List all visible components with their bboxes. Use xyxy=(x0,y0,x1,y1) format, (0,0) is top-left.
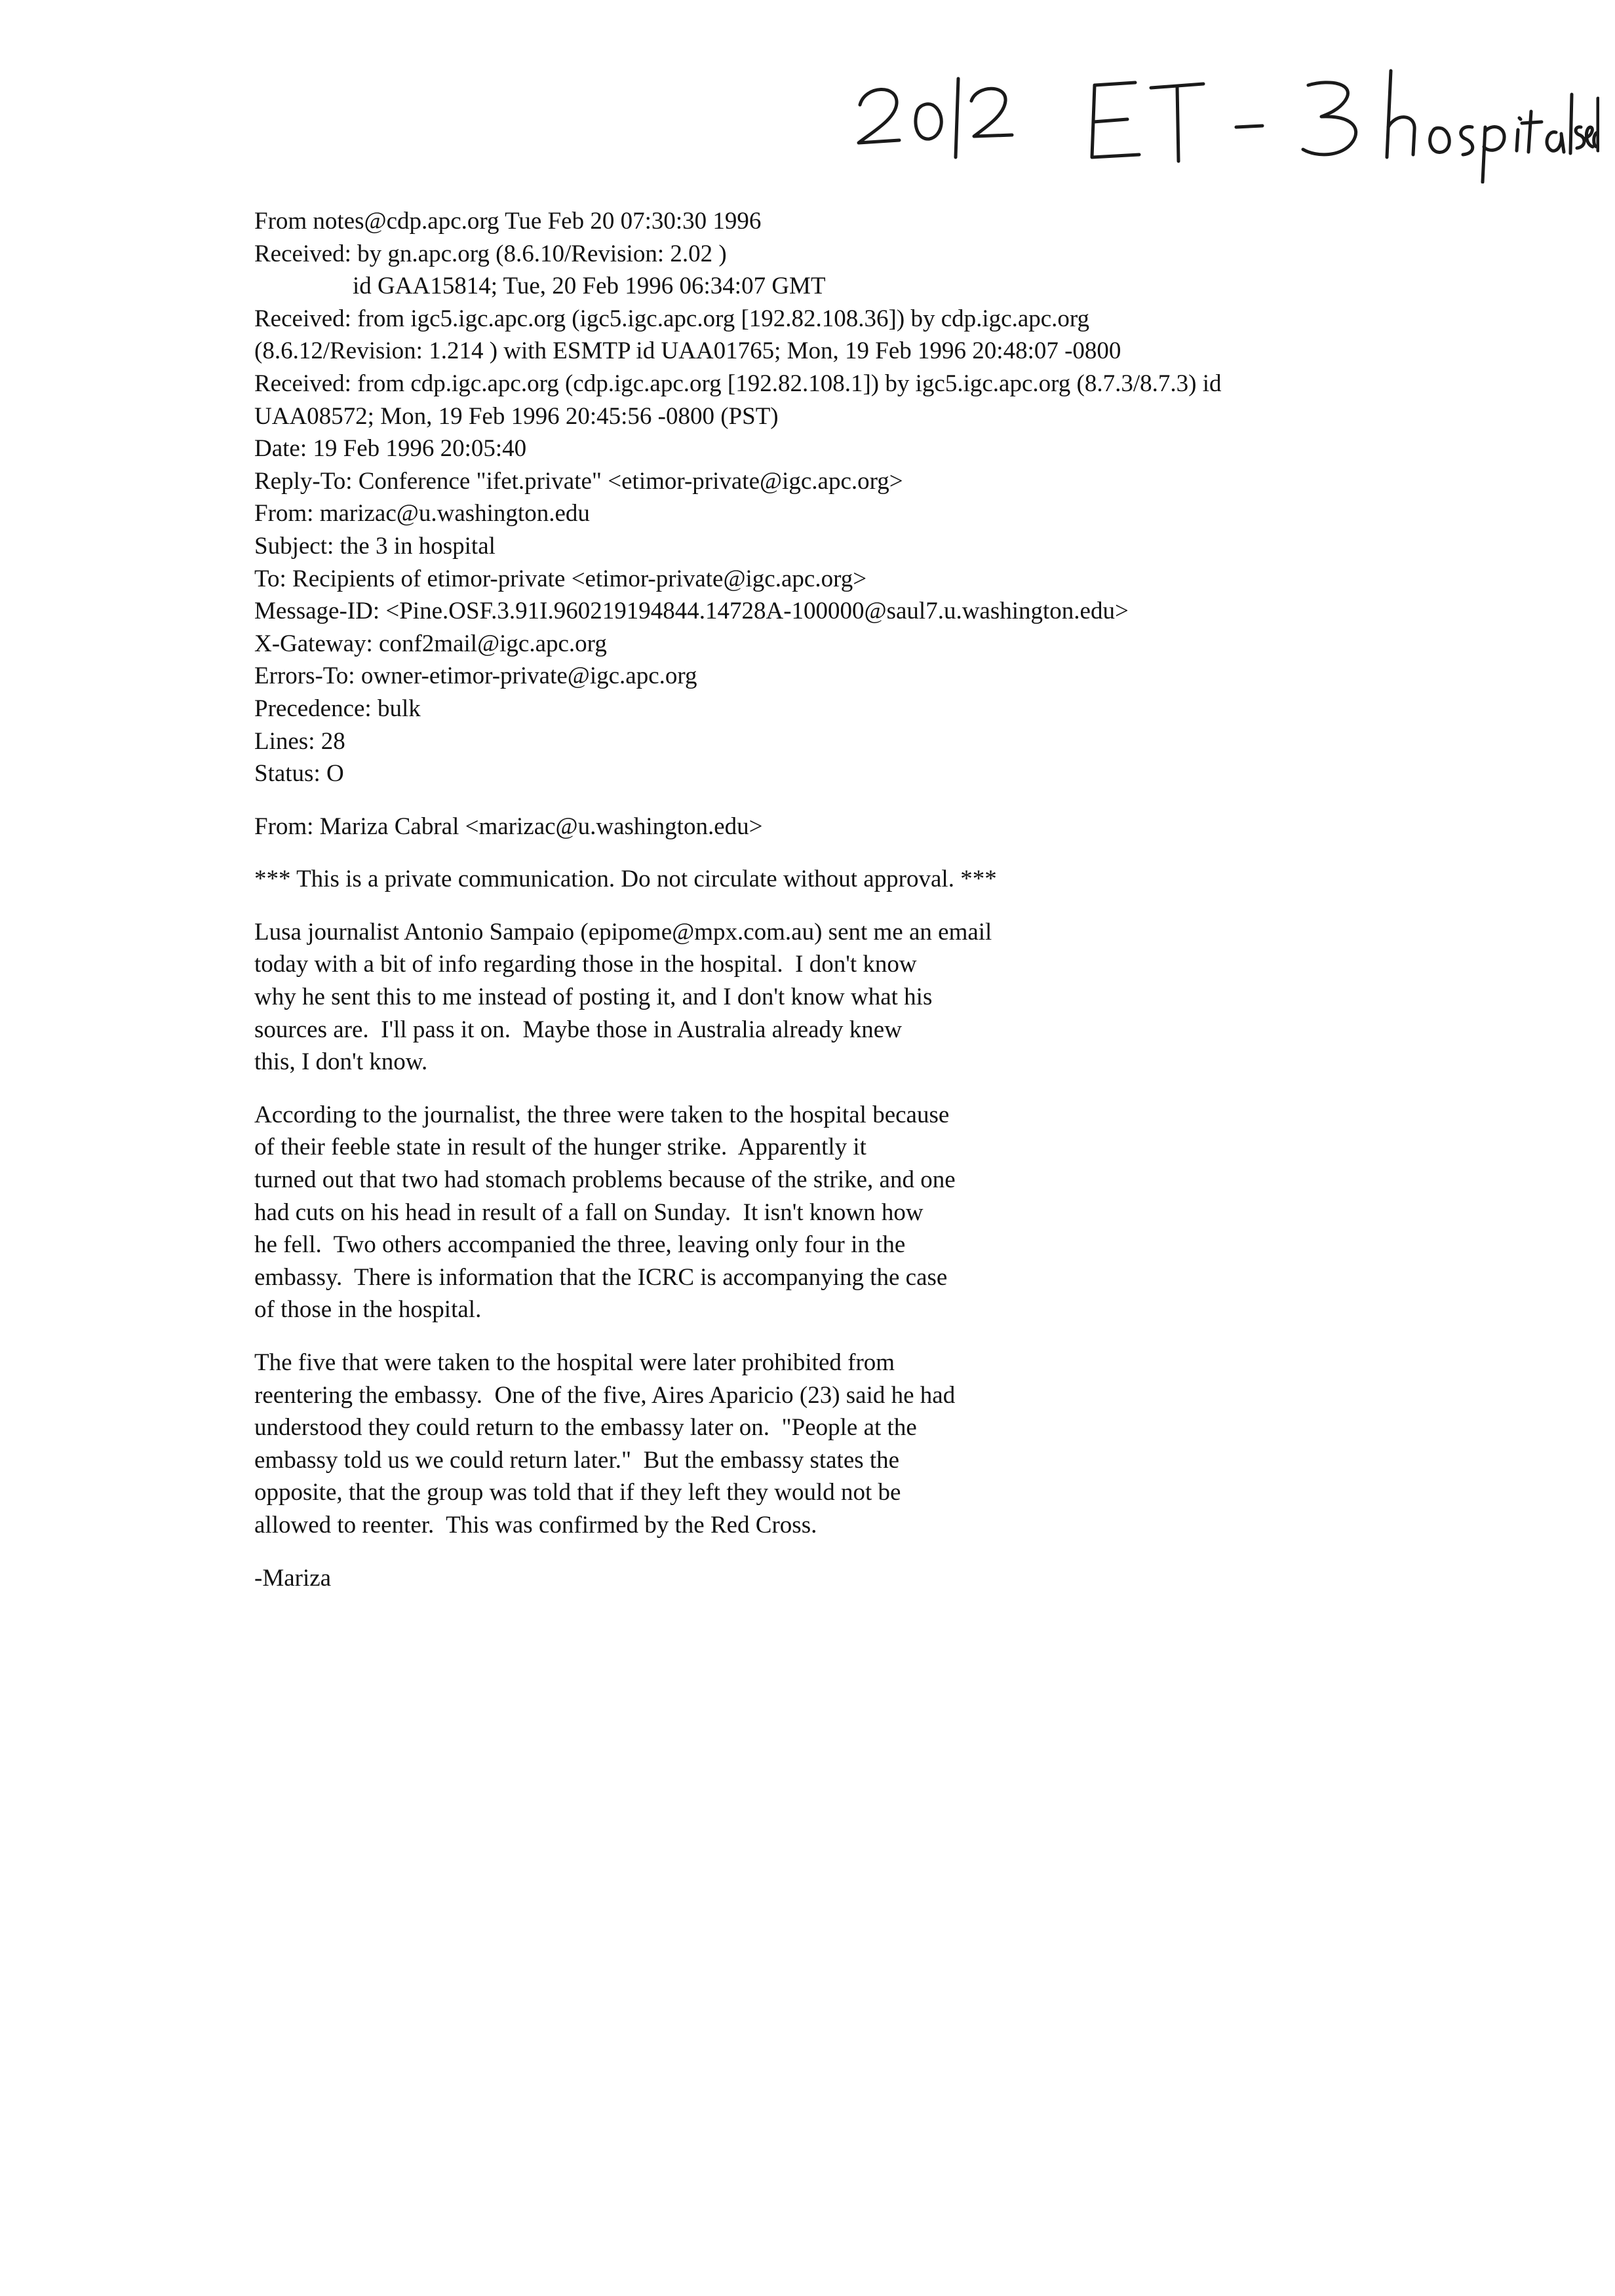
email-headers xyxy=(254,205,1552,790)
signature: -Mariza xyxy=(254,1564,332,1592)
header-line: To: Recipients of etimor-private <etimor-private@igc.apc.org> xyxy=(254,565,867,592)
body-line: of those in the hospital. xyxy=(254,1296,482,1324)
header-line: From notes@cdp.apc.org Tue Feb 20 07:30:30 1996 xyxy=(254,208,762,235)
handwritten-annotation xyxy=(852,59,1599,183)
header-line: Subject: the 3 in hospital xyxy=(254,532,496,560)
body-line: this, I don't know. xyxy=(254,1048,428,1076)
header-line: Precedence: bulk xyxy=(254,695,421,722)
header-line: Received: from cdp.igc.apc.org (cdp.igc.apc.org [192.82.108.1]) by igc5.igc.apc.org (8.7.3/8.7.3) id xyxy=(254,370,1222,397)
spacer xyxy=(254,1079,1552,1099)
header-line: Reply-To: Conference "ifet.private" <etimor-private@igc.apc.org> xyxy=(254,467,903,495)
body-line: he fell. Two others accompanied the three, leaving only four in the xyxy=(254,1231,906,1259)
body-line: sources are. I'll pass it on. Maybe those in Australia already knew xyxy=(254,1016,902,1043)
body-line: had cuts on his head in result of a fall on Sunday. It isn't known how xyxy=(254,1198,924,1226)
body-paragraph-3 xyxy=(254,1347,1552,1542)
header-line: From: marizac@u.washington.edu xyxy=(254,500,590,527)
header-line: X-Gateway: conf2mail@igc.apc.org xyxy=(254,630,607,657)
body-line: of their feeble state in result of the hunger strike. Apparently it xyxy=(254,1134,866,1161)
spacer xyxy=(254,1542,1552,1562)
sender-line: From: Mariza Cabral <marizac@u.washington.edu> xyxy=(254,813,763,840)
header-line: Status: O xyxy=(254,760,344,788)
header-line: Errors-To: owner-etimor-private@igc.apc.org xyxy=(254,662,697,690)
spacer xyxy=(254,896,1552,916)
body-line: embassy. There is information that the ICRC is accompanying the case xyxy=(254,1263,948,1291)
body-line: According to the journalist, the three were taken to the hospital because xyxy=(254,1101,950,1128)
header-line: id GAA15814; Tue, 20 Feb 1996 06:34:07 GMT xyxy=(353,273,826,300)
body-line: turned out that two had stomach problems because of the strike, and one xyxy=(254,1166,956,1194)
header-line: UAA08572; Mon, 19 Feb 1996 20:45:56 -0800 (PST) xyxy=(254,402,779,430)
handwritten-note-drawing xyxy=(852,59,1599,183)
header-line: (8.6.12/Revision: 1.214 ) with ESMTP id UAA01765; Mon, 19 Feb 1996 20:48:07 -0800 xyxy=(254,337,1121,365)
header-line: Received: from igc5.igc.apc.org (igc5.igc.apc.org [192.82.108.36]) by cdp.igc.apc.org xyxy=(254,305,1090,332)
header-line: Received: by gn.apc.org (8.6.10/Revision: 2.02 ) xyxy=(254,240,727,267)
spacer xyxy=(254,1326,1552,1347)
body-line: The five that were taken to the hospital were later prohibited from xyxy=(254,1349,895,1376)
spacer xyxy=(254,843,1552,863)
body-line: opposite, that the group was told that if they left they would not be xyxy=(254,1479,901,1506)
body-line: understood they could return to the embassy later on. "People at the xyxy=(254,1414,917,1442)
body-paragraph-2 xyxy=(254,1099,1552,1326)
header-line: Lines: 28 xyxy=(254,727,345,755)
body-line: allowed to reenter. This was confirmed by the Red Cross. xyxy=(254,1511,817,1539)
header-line: Date: 19 Feb 1996 20:05:40 xyxy=(254,435,527,463)
body-line: reentering the embassy. One of the five, Aires Aparicio (23) said he had xyxy=(254,1381,956,1409)
header-line: Message-ID: <Pine.OSF.3.91I.960219194844.14728A-100000@saul7.u.washington.edu> xyxy=(254,598,1129,625)
body-paragraph-1 xyxy=(254,916,1552,1079)
private-notice: *** This is a private communication. Do not circulate without approval. *** xyxy=(254,866,997,893)
body-line: today with a bit of info regarding those in the hospital. I don't know xyxy=(254,951,917,978)
body-line: Lusa journalist Antonio Sampaio (epipome@mpx.com.au) sent me an email xyxy=(254,918,992,946)
body-line: why he sent this to me instead of posting it, and I don't know what his xyxy=(254,984,933,1011)
spacer xyxy=(254,790,1552,811)
body-line: embassy told us we could return later." But the embassy states the xyxy=(254,1446,900,1474)
email-printout xyxy=(254,205,1552,1594)
